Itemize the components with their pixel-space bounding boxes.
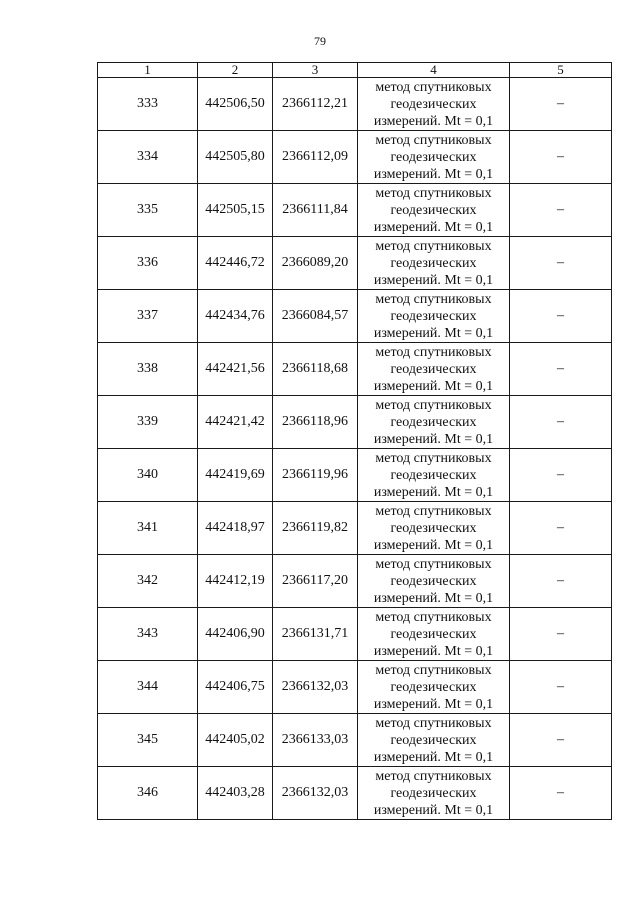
column-5-cell: – — [510, 396, 612, 449]
method-text-line: измерений. Mt = 0,1 — [373, 484, 494, 500]
table-row — [98, 184, 612, 237]
column-5-cell: – — [510, 767, 612, 820]
method-cell — [358, 237, 510, 290]
coordinate-y-cell: 2366112,09 — [273, 131, 358, 184]
coordinate-x-cell: 442505,15 — [198, 184, 273, 237]
column-5-cell: – — [510, 343, 612, 396]
coordinate-y-cell: 2366084,57 — [273, 290, 358, 343]
method-text-line: геодезических — [390, 467, 477, 483]
method-text-line: измерений. Mt = 0,1 — [373, 431, 494, 447]
method-cell — [358, 290, 510, 343]
method-text-line: геодезических — [390, 255, 477, 271]
coordinate-y-cell: 2366117,20 — [273, 555, 358, 608]
coordinate-y-cell: 2366118,68 — [273, 343, 358, 396]
column-5-cell: – — [510, 608, 612, 661]
method-text-line: метод спутниковых — [375, 344, 492, 360]
column-5-cell: – — [510, 237, 612, 290]
method-text-line: геодезических — [390, 785, 477, 801]
column-header-2: 2 — [198, 63, 273, 78]
table-row — [98, 449, 612, 502]
coordinate-x-cell: 442412,19 — [198, 555, 273, 608]
column-header-5: 5 — [510, 63, 612, 78]
coordinate-x-cell: 442446,72 — [198, 237, 273, 290]
method-text-line: геодезических — [390, 149, 477, 165]
method-text-line: метод спутниковых — [375, 79, 492, 95]
coordinate-y-cell: 2366131,71 — [273, 608, 358, 661]
coordinate-x-cell: 442418,97 — [198, 502, 273, 555]
table-row — [98, 502, 612, 555]
table-body — [98, 78, 612, 820]
coordinate-x-cell: 442405,02 — [198, 714, 273, 767]
table-row — [98, 343, 612, 396]
method-text-line: измерений. Mt = 0,1 — [373, 113, 494, 129]
table-row — [98, 131, 612, 184]
point-number-cell: 337 — [98, 290, 198, 343]
method-text-line: геодезических — [390, 361, 477, 377]
method-text-line: измерений. Mt = 0,1 — [373, 219, 494, 235]
point-number-cell: 336 — [98, 237, 198, 290]
method-text-line: метод спутниковых — [375, 132, 492, 148]
method-text-line: метод спутниковых — [375, 768, 492, 784]
method-text-line: измерений. Mt = 0,1 — [373, 643, 494, 659]
method-cell — [358, 608, 510, 661]
method-text-line: геодезических — [390, 732, 477, 748]
method-text-line: измерений. Mt = 0,1 — [373, 749, 494, 765]
method-cell — [358, 449, 510, 502]
point-number-cell: 343 — [98, 608, 198, 661]
method-text-line: метод спутниковых — [375, 238, 492, 254]
method-text-line: измерений. Mt = 0,1 — [373, 590, 494, 606]
method-text-line: метод спутниковых — [375, 291, 492, 307]
column-5-cell: – — [510, 290, 612, 343]
coordinate-x-cell: 442419,69 — [198, 449, 273, 502]
table-row — [98, 608, 612, 661]
column-5-cell: – — [510, 78, 612, 131]
coordinate-x-cell: 442421,56 — [198, 343, 273, 396]
method-text-line: метод спутниковых — [375, 450, 492, 466]
method-cell — [358, 184, 510, 237]
table-row — [98, 237, 612, 290]
column-header-4: 4 — [358, 63, 510, 78]
point-number-cell: 346 — [98, 767, 198, 820]
method-text-line: геодезических — [390, 679, 477, 695]
coordinate-y-cell: 2366112,21 — [273, 78, 358, 131]
method-cell — [358, 767, 510, 820]
method-cell — [358, 396, 510, 449]
coordinate-x-cell: 442421,42 — [198, 396, 273, 449]
method-text-line: измерений. Mt = 0,1 — [373, 272, 494, 288]
method-text-line: измерений. Mt = 0,1 — [373, 696, 494, 712]
column-5-cell: – — [510, 131, 612, 184]
method-cell — [358, 78, 510, 131]
column-5-cell: – — [510, 449, 612, 502]
coordinate-y-cell: 2366118,96 — [273, 396, 358, 449]
column-5-cell: – — [510, 714, 612, 767]
method-text-line: измерений. Mt = 0,1 — [373, 325, 494, 341]
method-text-line: геодезических — [390, 414, 477, 430]
method-cell — [358, 661, 510, 714]
coordinate-x-cell: 442505,80 — [198, 131, 273, 184]
method-text-line: геодезических — [390, 573, 477, 589]
method-text-line: измерений. Mt = 0,1 — [373, 166, 494, 182]
coordinate-y-cell: 2366119,82 — [273, 502, 358, 555]
method-text-line: измерений. Mt = 0,1 — [373, 537, 494, 553]
method-text-line: геодезических — [390, 96, 477, 112]
method-text-line: измерений. Mt = 0,1 — [373, 802, 494, 818]
point-number-cell: 341 — [98, 502, 198, 555]
method-text-line: геодезических — [390, 308, 477, 324]
method-text-line: метод спутниковых — [375, 556, 492, 572]
coordinate-y-cell: 2366132,03 — [273, 767, 358, 820]
method-text-line: метод спутниковых — [375, 397, 492, 413]
column-5-cell: – — [510, 184, 612, 237]
point-number-cell: 339 — [98, 396, 198, 449]
point-number-cell: 340 — [98, 449, 198, 502]
coordinate-y-cell: 2366089,20 — [273, 237, 358, 290]
method-cell — [358, 502, 510, 555]
table-row — [98, 290, 612, 343]
table-row — [98, 78, 612, 131]
method-text-line: метод спутниковых — [375, 715, 492, 731]
coordinate-x-cell: 442403,28 — [198, 767, 273, 820]
coordinate-y-cell: 2366132,03 — [273, 661, 358, 714]
method-cell — [358, 343, 510, 396]
coordinate-y-cell: 2366111,84 — [273, 184, 358, 237]
method-text-line: метод спутниковых — [375, 185, 492, 201]
table-row — [98, 661, 612, 714]
method-cell — [358, 555, 510, 608]
coordinate-x-cell: 442434,76 — [198, 290, 273, 343]
column-header-1: 1 — [98, 63, 198, 78]
column-5-cell: – — [510, 555, 612, 608]
column-5-cell: – — [510, 502, 612, 555]
method-text-line: геодезических — [390, 626, 477, 642]
page-number: 79 — [314, 34, 326, 48]
coordinate-x-cell: 442406,90 — [198, 608, 273, 661]
table-header-row — [98, 63, 612, 78]
coordinate-y-cell: 2366119,96 — [273, 449, 358, 502]
method-cell — [358, 131, 510, 184]
coordinate-x-cell: 442506,50 — [198, 78, 273, 131]
column-header-3: 3 — [273, 63, 358, 78]
table-row — [98, 767, 612, 820]
method-text-line: геодезических — [390, 520, 477, 536]
table-row — [98, 396, 612, 449]
method-text-line: измерений. Mt = 0,1 — [373, 378, 494, 394]
point-number-cell: 345 — [98, 714, 198, 767]
table-row — [98, 555, 612, 608]
method-text-line: геодезических — [390, 202, 477, 218]
point-number-cell: 344 — [98, 661, 198, 714]
point-number-cell: 342 — [98, 555, 198, 608]
method-text-line: метод спутниковых — [375, 609, 492, 625]
method-text-line: метод спутниковых — [375, 503, 492, 519]
method-text-line: метод спутниковых — [375, 662, 492, 678]
point-number-cell: 335 — [98, 184, 198, 237]
table-row — [98, 714, 612, 767]
point-number-cell: 333 — [98, 78, 198, 131]
point-number-cell: 334 — [98, 131, 198, 184]
column-5-cell: – — [510, 661, 612, 714]
point-number-cell: 338 — [98, 343, 198, 396]
coordinate-y-cell: 2366133,03 — [273, 714, 358, 767]
method-cell — [358, 714, 510, 767]
coordinates-table — [97, 62, 612, 820]
coordinate-x-cell: 442406,75 — [198, 661, 273, 714]
